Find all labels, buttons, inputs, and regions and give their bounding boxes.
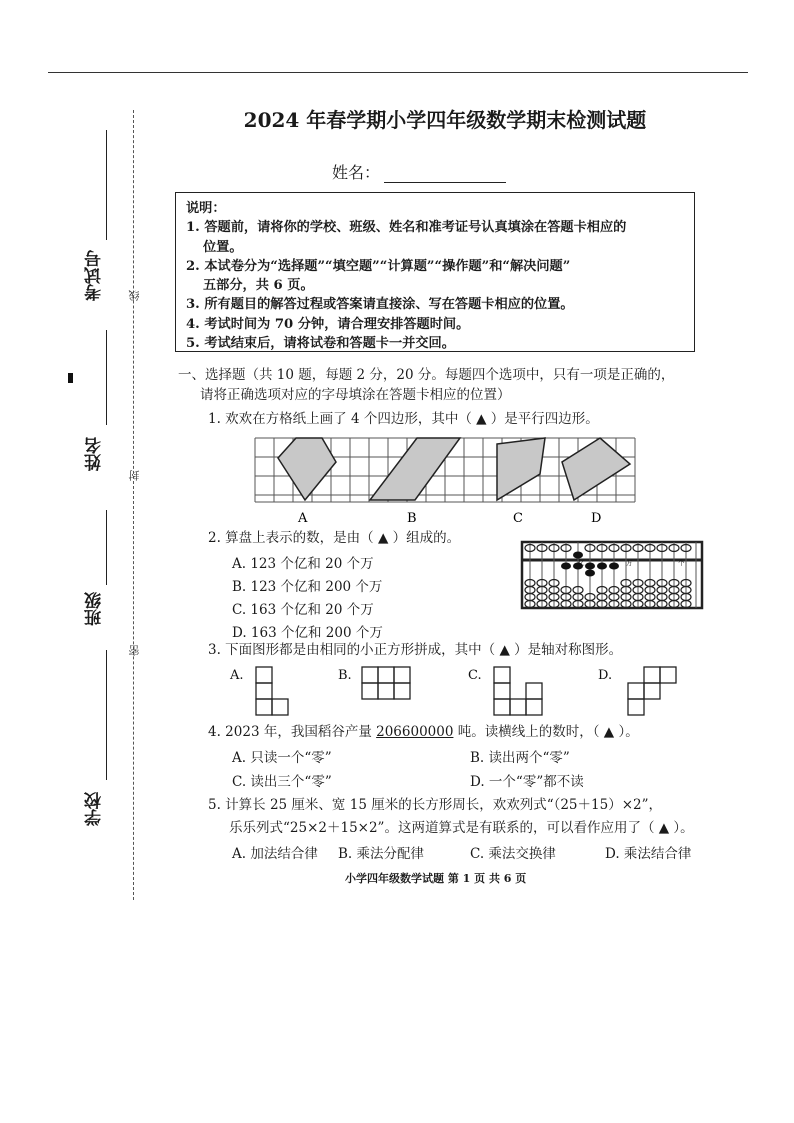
abacus <box>518 538 706 612</box>
q3-figures <box>228 664 698 718</box>
q3-label-d: D. <box>598 668 613 683</box>
instruction-4: 4. 考试时间为 70 分钟，请合理安排答题时间。 <box>186 316 470 332</box>
seal-char-line: 线 <box>128 290 141 301</box>
top-rule <box>48 72 748 73</box>
shape-d <box>562 438 630 500</box>
q4-text-post: 吨。读横线上的数时，（ ▲ ）。 <box>453 724 639 740</box>
shape-c-label: C <box>513 511 523 526</box>
q2-option-c: C. 163 个亿和 20 个万 <box>232 602 374 618</box>
section-heading <box>178 365 708 405</box>
binding-line <box>133 110 134 900</box>
q3-label-a: A. <box>230 668 244 683</box>
shape-b <box>370 438 460 500</box>
instruction-1: 1. 答题前，请将你的学校、班级、姓名和准考证号认真填涂在答题卡相应的 <box>186 220 627 236</box>
exam-number-label: 考试号 <box>85 250 105 301</box>
question-4 <box>208 722 639 742</box>
q5-option-d: D. 乘法结合律 <box>605 846 692 862</box>
question-5-line1: 5. 计算长 25 厘米、宽 15 厘米的长方形周长，欢欢列式“（25＋15）×2”， <box>208 797 663 813</box>
q5-option-b: B. 乘法分配律 <box>338 846 425 862</box>
q4-option-a: A. 只读一个“零” <box>232 750 332 766</box>
q3-figure-d <box>628 667 676 715</box>
seal-char-seal: 封 <box>128 470 141 481</box>
upper-bead-active <box>573 552 583 559</box>
lower-beads <box>525 580 691 608</box>
section-heading-line2: 请将正确选项对应的字母填涂在答题卡相应的位置） <box>200 387 511 403</box>
question-1: 1. 欢欢在方格纸上画了 4 个四边形，其中（ ▲ ）是平行四边形。 <box>208 411 599 427</box>
scan-mark <box>68 373 73 383</box>
upper-beads <box>525 545 691 552</box>
q1-grid-figure <box>250 434 642 526</box>
instruction-2-cont: 五部分，共 6 页。 <box>203 278 314 294</box>
q3-figure-a <box>256 667 288 715</box>
class-label: 班级 <box>85 592 105 626</box>
section-heading-line1: 一、选择题（共 10 题，每题 2 分，20 分。每题四个选项中，只有一项是正确的， <box>178 367 675 383</box>
page-footer: 小学四年级数学试题 第 1 页 共 6 页 <box>345 872 527 885</box>
seal-char-secret: 密 <box>128 645 141 656</box>
shape-b-label: B <box>407 511 417 526</box>
q3-figure-b <box>362 667 410 699</box>
q3-label-b: B. <box>338 668 352 683</box>
question-2: 2. 算盘上表示的数，是由（ ▲ ）组成的。 <box>208 530 461 546</box>
lower-beads-active <box>561 563 619 577</box>
school-label: 学校 <box>85 792 105 826</box>
instructions-heading: 说明： <box>186 201 226 216</box>
instruction-1-cont: 位置。 <box>203 239 243 255</box>
q2-option-d: D. 163 个亿和 200 个万 <box>232 625 383 641</box>
abacus-label-wan: 万 <box>626 559 633 567</box>
name-row <box>332 160 506 183</box>
question-3: 3. 下面图形都是由相同的小正方形拼成，其中（ ▲ ）是轴对称图形。 <box>208 642 623 658</box>
shape-a-label: A <box>298 511 308 526</box>
question-5-line2: 乐乐列式“25×2＋15×2”。这两道算式是有联系的，可以看作应用了（ ▲ ）。 <box>229 820 694 836</box>
q2-option-b: B. 123 个亿和 200 个万 <box>232 579 383 595</box>
q5-option-c: C. 乘法交换律 <box>470 846 556 862</box>
shape-a <box>278 438 336 500</box>
q3-figure-c <box>494 667 542 715</box>
q2-option-a: A. 123 个亿和 20 个万 <box>232 556 374 572</box>
name-blank[interactable] <box>384 164 506 183</box>
q4-option-d: D. 一个“零”都不读 <box>470 774 584 790</box>
q4-number: 206600000 <box>376 724 454 740</box>
q5-option-a: A. 加法结合律 <box>232 846 318 862</box>
name-label: 姓名： <box>332 163 381 182</box>
class-blank <box>106 510 107 585</box>
abacus-label-yi: 亿 <box>578 559 585 567</box>
school-blank <box>106 650 107 780</box>
shape-d-label: D <box>591 511 602 526</box>
instruction-3: 3. 所有题目的解答过程或答案请直接涂、写在答题卡相应的位置。 <box>186 297 574 313</box>
student-name-label: 姓名 <box>85 437 105 471</box>
q3-label-c: C. <box>468 668 482 683</box>
instruction-2: 2. 本试卷分为“选择题”“填空题”“计算题”“操作题”和“解决问题” <box>186 258 571 274</box>
abacus-label-ge: 个 <box>678 559 685 567</box>
student-name-blank <box>106 330 107 425</box>
instructions-box <box>175 192 695 352</box>
instruction-5: 5. 考试结束后，请将试卷和答题卡一并交回。 <box>186 336 455 352</box>
q4-option-c: C. 读出三个“零” <box>232 774 332 790</box>
q4-text-pre: 4. 2023 年，我国稻谷产量 <box>208 724 377 740</box>
page-title: 2024 年春学期小学四年级数学期末检测试题 <box>243 108 647 132</box>
exam-number-blank <box>106 130 107 240</box>
q4-option-b: B. 读出两个“零” <box>470 750 570 766</box>
